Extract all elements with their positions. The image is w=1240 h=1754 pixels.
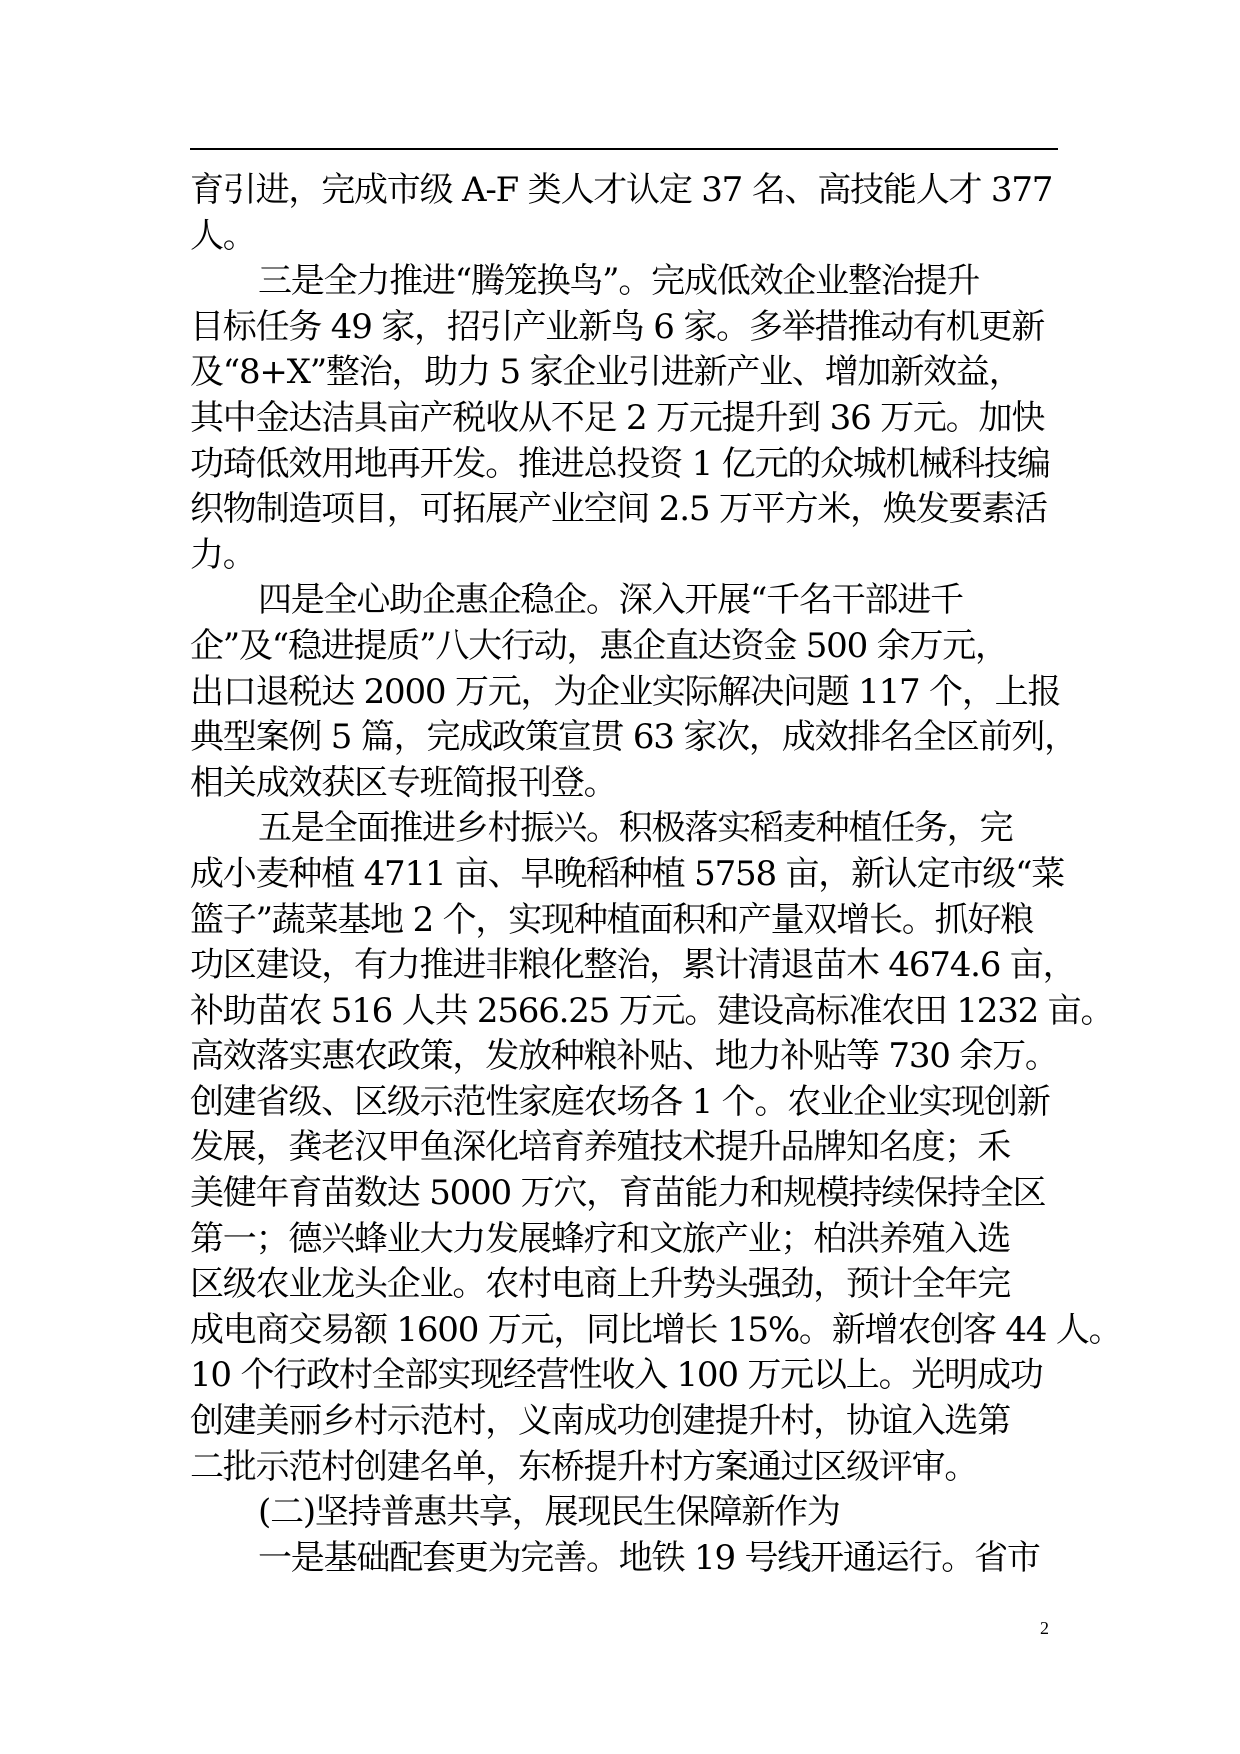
text-line: (二)坚持普惠共享，展现民生保障新作为 [258,1492,840,1533]
text-line: 补助苗农 516 人共 2566.25 万元。建设高标准农田 1232 亩。 [190,990,1114,1031]
text-line: 创建美丽乡村示范村，义南成功创建提升村，协谊入选第 [190,1401,1010,1442]
text-line: 篮子”蔬菜基地 2 个，实现种植面积和产量双增长。抓好粮 [190,899,1034,940]
text-line: 三是全力推进“腾笼换鸟”。完成低效企业整治提升 [258,261,980,302]
text-line: 成电商交易额 1600 万元，同比增长 15%。新增农创客 44 人。 [190,1309,1122,1350]
text-line: 力。 [190,534,256,575]
text-line: 10 个行政村全部实现经营性收入 100 万元以上。光明成功 [190,1355,1043,1396]
text-line: 企”及“稳进提质”八大行动，惠企直达资金 500 余万元， [190,625,1008,666]
text-line: 功琦低效用地再开发。推进总投资 1 亿元的众城机械科技编 [190,443,1050,484]
text-line: 典型案例 5 篇，完成政策宣贯 63 家次，成效排名全区前列， [190,717,1077,758]
text-line: 发展，龚老汉甲鱼深化培育养殖技术提升品牌知名度；禾 [190,1127,1010,1168]
text-line: 育引进，完成市级 A-F 类人才认定 37 名、高技能人才 377 [190,170,1053,210]
header-rule [190,148,1058,150]
text-line: 一是基础配套更为完善。地铁 19 号线开通运行。省市 [258,1537,1040,1578]
text-line: 四是全心助企惠企稳企。深入开展“千名干部进千 [258,580,963,621]
text-line: 成小麦种植 4711 亩、早晚稻种植 5758 亩，新认定市级“菜 [190,853,1065,894]
body-text [190,168,1122,1581]
text-line: 美健年育苗数达 5000 万穴，育苗能力和规模持续保持全区 [190,1173,1046,1214]
text-line: 及“8+X”整治，助力 5 家企业引进新产业、增加新效益， [190,352,1022,393]
text-line: 出口退税达 2000 万元，为企业实际解决问题 117 个，上报 [190,671,1061,712]
page-number: 2 [1040,1618,1049,1638]
text-line: 人。 [190,215,256,256]
text-line: 第一；德兴蜂业大力发展蜂疗和文旅产业；柏洪养殖入选 [190,1218,1010,1259]
text-line: 相关成效获区专班简报刊登。 [190,762,617,803]
text-line: 其中金达洁具亩产税收从不足 2 万元提升到 36 万元。加快 [190,397,1045,438]
text-line: 织物制造项目，可拓展产业空间 2.5 万平方米，焕发要素活 [190,489,1047,530]
text-line: 创建省级、区级示范性家庭农场各 1 个。农业企业实现创新 [190,1081,1050,1122]
text-line: 五是全面推进乡村振兴。积极落实稻麦种植任务，完 [258,808,1013,849]
text-line: 区级农业龙头企业。农村电商上升势头强劲，预计全年完 [190,1264,1010,1305]
text-line: 目标任务 49 家，招引产业新鸟 6 家。多举措推动有机更新 [190,306,1045,347]
text-line: 功区建设，有力推进非粮化整治，累计清退苗木 4674.6 亩， [190,945,1076,986]
text-line: 高效落实惠农政策，发放种粮补贴、地力补贴等 730 余万。 [190,1036,1058,1077]
text-line: 二批示范村创建名单，东桥提升村方案通过区级评审。 [190,1446,978,1487]
